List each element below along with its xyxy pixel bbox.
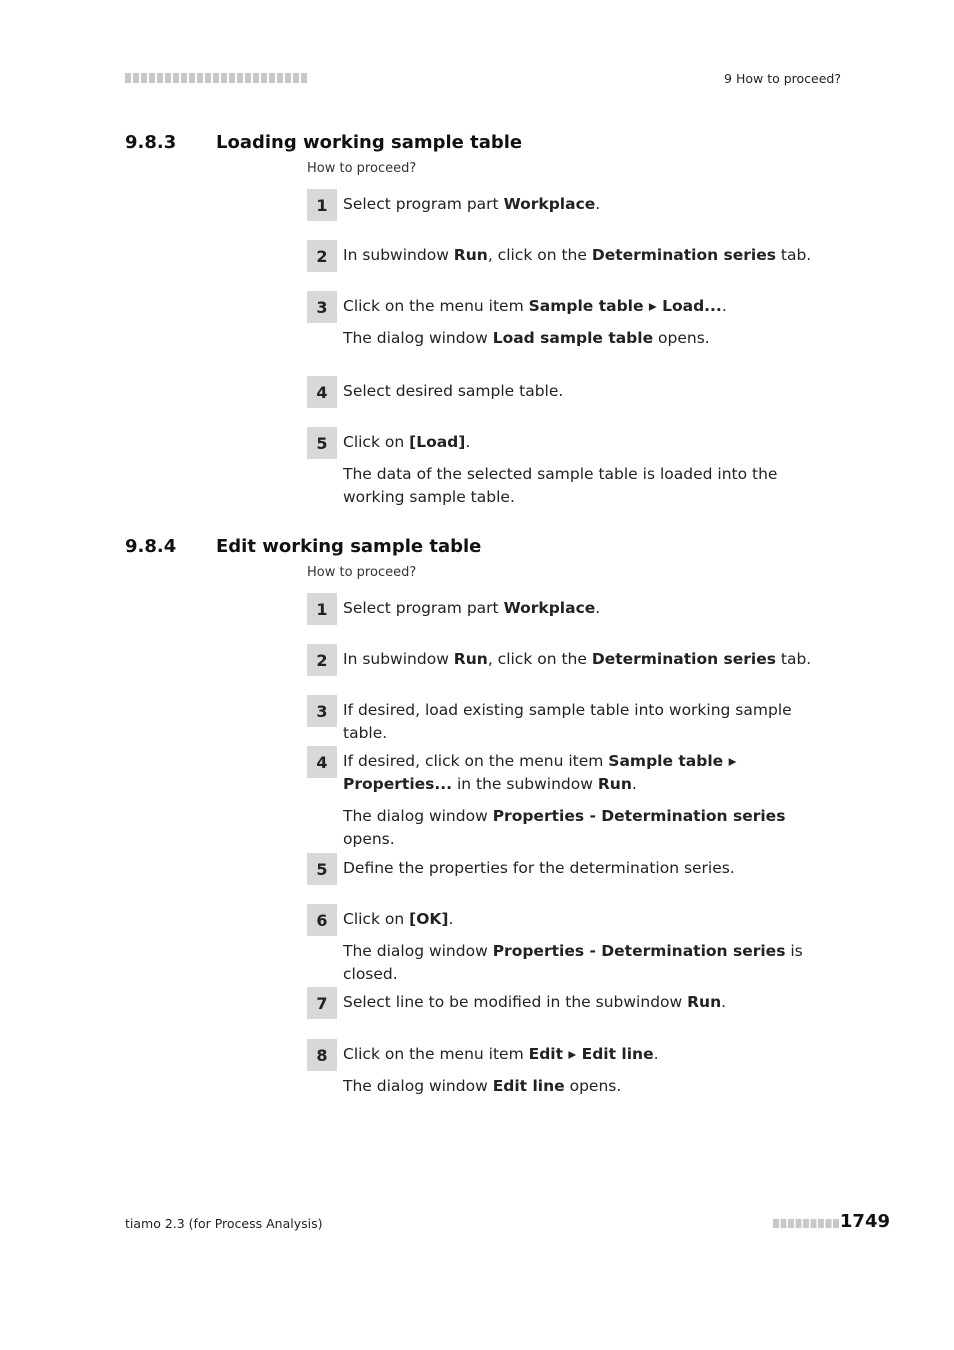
ui-term: Determination series <box>591 650 776 668</box>
step-text: Select line to be modified in the subwindow Run. <box>343 993 727 1011</box>
ui-term: Edit line <box>492 1077 565 1095</box>
step-number: 1 <box>307 189 337 221</box>
step-text: If desired, load existing sample table into working sample table. <box>343 701 792 742</box>
section-title-9-8-3 <box>125 132 522 153</box>
page-number: 1749 <box>839 1211 890 1232</box>
step-number: 4 <box>307 746 337 778</box>
step-number: 4 <box>307 376 337 408</box>
header-decoration <box>125 73 307 83</box>
step-result: The dialog window Edit line opens. <box>343 1077 622 1095</box>
step-result: The dialog window Properties - Determination series opens. <box>343 807 786 848</box>
step-number: 5 <box>307 427 337 459</box>
step-number: 7 <box>307 987 337 1019</box>
ui-term: [OK] <box>409 910 449 928</box>
ui-term: Run <box>453 246 488 264</box>
ui-term: Run <box>597 775 632 793</box>
step-result: The data of the selected sample table is loaded into the working sample table. <box>343 465 778 506</box>
step-text: Select program part Workplace. <box>343 195 601 213</box>
step-text: Click on [OK]. <box>343 910 454 928</box>
ui-term: Load sample table <box>492 329 654 347</box>
ui-term: Sample table ▸ Load... <box>528 297 722 315</box>
ui-term: Sample table ▸ Properties... <box>343 752 737 793</box>
step-text: Select desired sample table. <box>343 382 564 400</box>
step-text: Select program part Workplace. <box>343 599 601 617</box>
ui-term: Workplace <box>503 195 596 213</box>
ui-term: Determination series <box>591 246 776 264</box>
section-title-text: Edit working sample table <box>216 536 482 557</box>
step-text: In subwindow Run, click on the Determination series tab. <box>343 246 812 264</box>
step-number: 5 <box>307 853 337 885</box>
step-result: The dialog window Properties - Determination series is closed. <box>343 942 803 983</box>
section-title-text: Loading working sample table <box>216 132 523 153</box>
step-number: 3 <box>307 695 337 727</box>
footer-product: tiamo 2.3 (for Process Analysis) <box>125 1216 323 1231</box>
step-text: Click on [Load]. <box>343 433 471 451</box>
step-text: If desired, click on the menu item Sample table ▸ Properties... in the subwindow Run. <box>343 752 737 793</box>
step-number: 2 <box>307 240 337 272</box>
section-title-9-8-4 <box>125 536 481 557</box>
ui-term: Edit ▸ Edit line <box>528 1045 654 1063</box>
ui-term: Workplace <box>503 599 596 617</box>
step-result: The dialog window Load sample table opens. <box>343 329 710 347</box>
ui-term: Properties - Determination series <box>492 807 786 825</box>
step-text: Define the properties for the determination series. <box>343 859 735 877</box>
ui-term: Properties - Determination series <box>492 942 786 960</box>
step-number: 2 <box>307 644 337 676</box>
header-chapter: 9 How to proceed? <box>724 71 841 86</box>
section-number: 9.8.4 <box>125 536 177 557</box>
ui-term: [Load] <box>409 433 466 451</box>
step-number: 8 <box>307 1039 337 1071</box>
step-text: In subwindow Run, click on the Determination series tab. <box>343 650 812 668</box>
step-text: Click on the menu item Edit ▸ Edit line. <box>343 1045 659 1063</box>
step-number: 6 <box>307 904 337 936</box>
ui-term: Run <box>687 993 722 1011</box>
how-to-proceed-label: How to proceed? <box>307 161 417 176</box>
step-number: 1 <box>307 593 337 625</box>
how-to-proceed-label: How to proceed? <box>307 565 417 580</box>
step-number: 3 <box>307 291 337 323</box>
step-text: Click on the menu item Sample table ▸ Load.... <box>343 297 727 315</box>
ui-term: Run <box>453 650 488 668</box>
footer-decoration <box>773 1219 839 1228</box>
section-number: 9.8.3 <box>125 132 177 153</box>
